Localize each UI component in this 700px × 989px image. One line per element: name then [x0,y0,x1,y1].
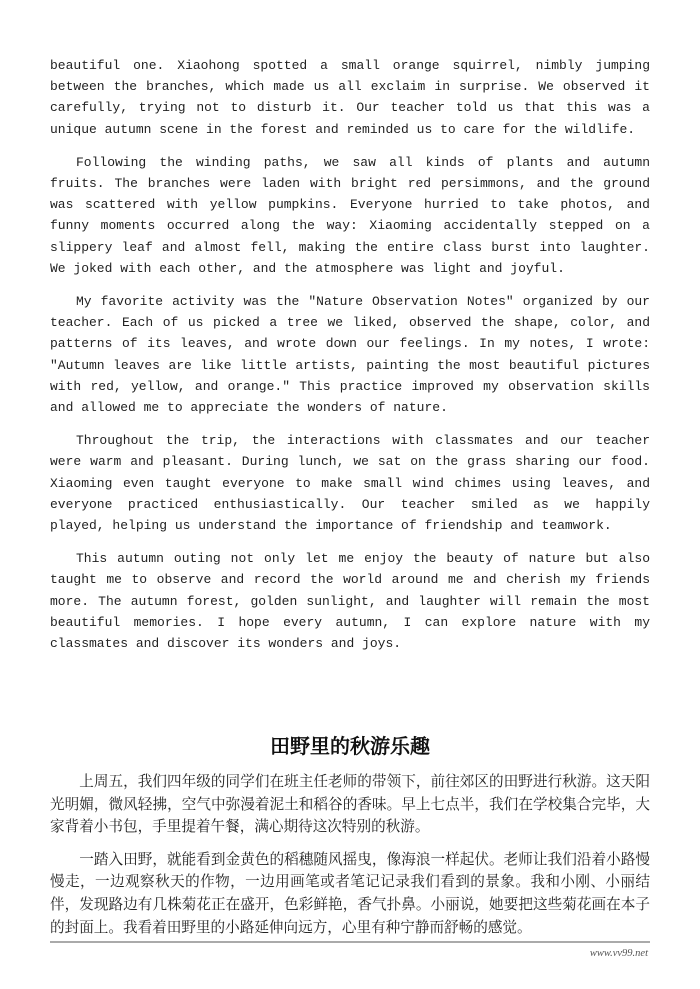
paragraph: This autumn outing not only let me enjoy the beauty of nature but also taught me to observe and record the world around me and cherish my friends more. The autumn forest, golden sunlight, and laughter will remain the most beautiful memories. I hope every autumn, I can explore nature with my classmates and discover its wonders and joys. [50,551,650,652]
paragraph: 一踏入田野，就能看到金黄色的稻穗随风摇曳，像海浪一样起伏。老师让我们沿着小路慢慢走，一边观察秋天的作物，一边用画笔或者笔记记录我们看到的景象。我和小刚、小丽结伴，发现路边有几株菊花正在盛开，色彩鲜艳，香气扑鼻。小丽说，她要把这些菊花画在本子的封面上。我看着田野里的小路延伸向远方，心里有种宁静而舒畅的感觉。 [50,850,650,936]
english-essay-section [50,55,650,666]
paragraph: beautiful one. Xiaohong spotted a small orange squirrel, nimbly jumping between the branches, which made us all exclaim in surprise. We observed it carefully, trying not to disturb it. Our teacher told us that this was a unique autumn scene in the forest and reminded us to care for the wildlife. [50,58,650,137]
footer-site-url: www.vv99.net [589,948,648,959]
paragraph: My favorite activity was the "Nature Observation Notes" organized by our teacher. Each of us picked a tree we liked, observed the shape, color, and patterns of its leaves, and wrote down our feelings. In my notes, I wrote: "Autumn leaves are like little artists, painting the most beautiful pictures with red, yellow, and orange." This practice improved my observation skills and allowed me to appreciate the wonders of nature. [50,294,650,416]
chinese-essay-section [50,771,650,949]
paragraph: Throughout the trip, the interactions with classmates and our teacher were warm and pleasant. During lunch, we sat on the grass sharing our food. Xiaoming even taught everyone to make small wind chimes using leaves, and everyone practiced enthusiastically. Our teacher smiled as we happily played, helping us understand the importance of friendship and teamwork. [50,433,650,534]
paragraph: Following the winding paths, we saw all kinds of plants and autumn fruits. The branches were laden with bright red persimmons, and the ground was scattered with yellow pumpkins. Everyone hurried to take photos, and funny moments occurred along the way: Xiaoming accidentally stepped on a slippery leaf and almost fell, making the entire class burst into laughter. We joked with each other, and the atmosphere was light and joyful. [50,154,650,276]
chinese-essay-title: 田野里的秋游乐趣 [270,734,430,758]
footer-divider [50,941,650,943]
paragraph: 上周五，我们四年级的同学们在班主任老师的带领下，前往郊区的田野进行秋游。这天阳光明媚，微风轻拂，空气中弥漫着泥土和稻谷的香味。早上七点半，我们在学校集合完毕，大家背着小书包，手里提着午餐，满心期待这次特别的秋游。 [50,773,650,836]
